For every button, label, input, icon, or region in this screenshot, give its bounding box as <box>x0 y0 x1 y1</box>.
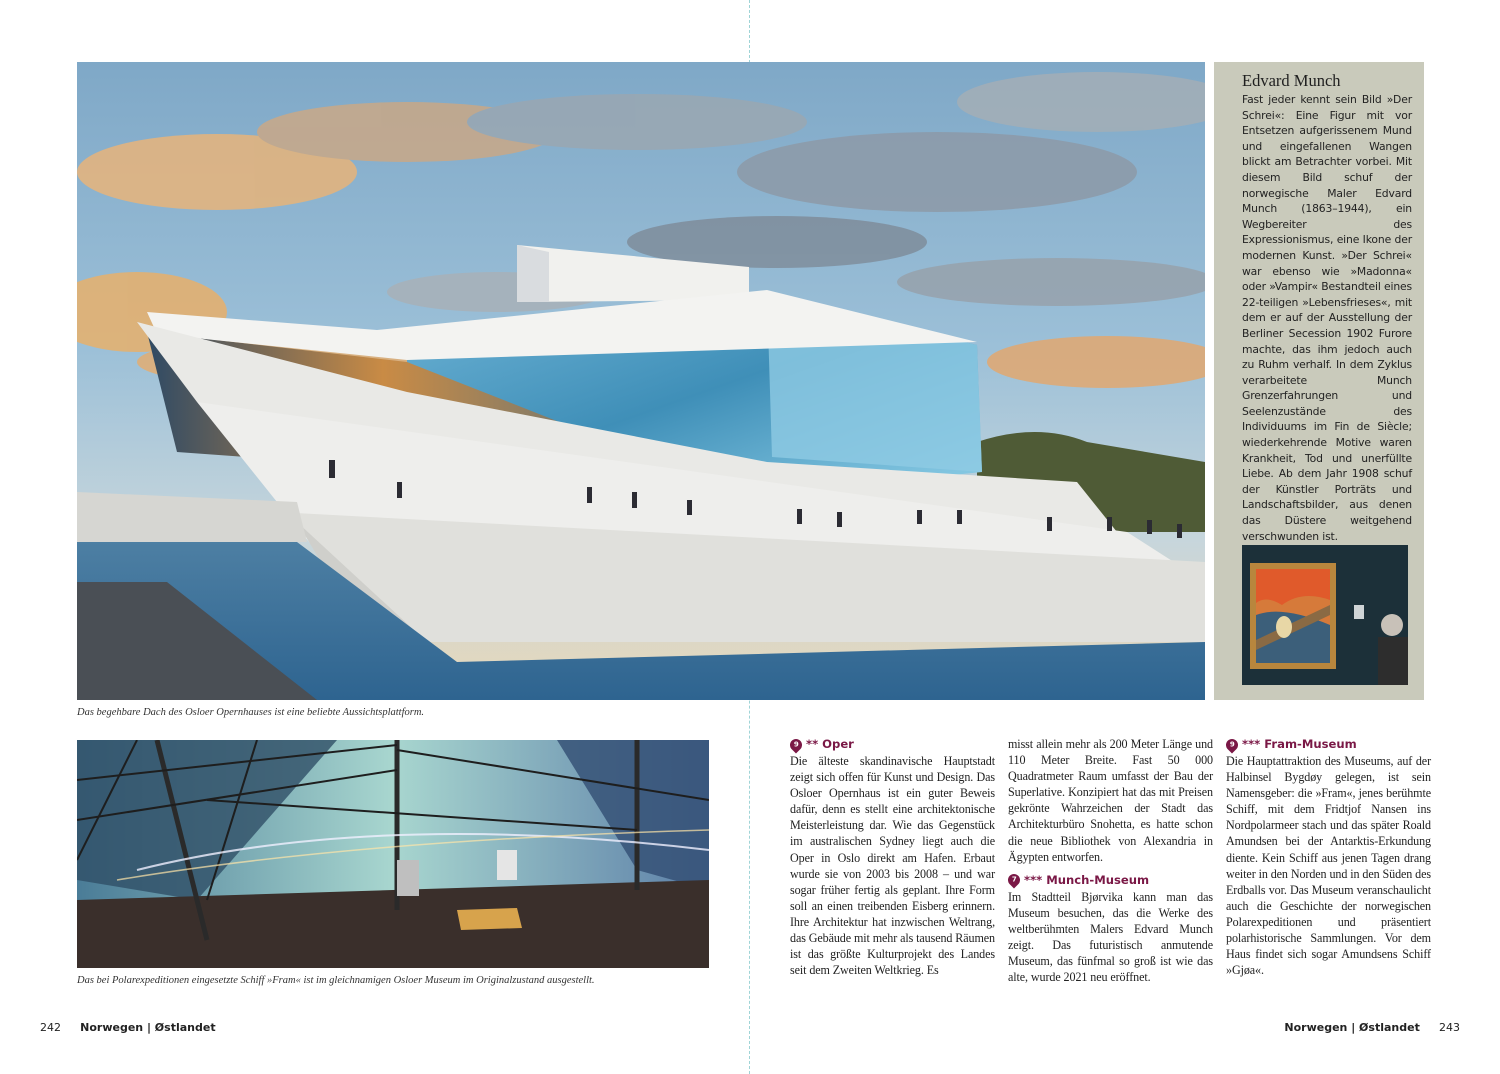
footer-section-left: Norwegen | Østlandet <box>80 1021 216 1034</box>
section-title-oper: 9 ** Oper <box>790 736 995 753</box>
fram-photo-caption: Das bei Polarexpeditionen eingesetzte Schiff »Fram« ist im gleichnamigen Osloer Museum im Originalzustand ausgestellt. <box>77 975 595 986</box>
fram-museum-text: Die Hauptattraktion des Museums, auf der Halbinsel Bygdøy gelegen, ist sein Namensgeber: die »Fram«, jenes berühmte Schiff, mit dem Fridtjof Nansen ins Nordpolarmeer stach und das später Roald Amundsen bei der Antarktis-Erkundung diente. Kein Schiff aus jenen Tagen drang weiter in den Norden und in den Süden des Erdballs vor. Das Museum veranschaulicht auch die Geschichte der norwegischen Polarexpeditionen und präsentiert polarhistorische Sammlungen. Vor dem Haus findet sich sogar Amundsens Schiff »Gjøa«. <box>1226 754 1431 978</box>
oper-text-part2: misst allein mehr als 200 Meter Länge und 110 Meter Breite. Fast 50 000 Quadratmeter Raum umfasst der Bau der Superlative. Konzipiert hat das mit Preisen gekrönte Wahrzeichen der Stadt das Architekturbüro Snohetta, es hatte schon die neue Bibliothek von Alexandria in Ägypten entworfen. <box>1008 737 1213 864</box>
scream-painting-photo <box>1242 545 1408 685</box>
oper-text-part1: Die älteste skandinavische Hauptstadt zeigt sich offen für Kunst und Design. Das Osloer Opernhaus ist ein guter Beweis dafür, denn es stellt eine architektonische Meisterleistung dar. Wie das Gegenstück im australischen Sydney liegt auch die Oper in Oslo direkt am Hafen. Erbaut wurde sie von 2003 bis 2008 – und war sogar früher fertig als geplant. Ihre Form soll an einen treibenden Eisberg erinnern. Ihre Architektur hat inzwischen Weltrang, das Gebäude mit mehr als tausend Räumen ist das größte Kulturprojekt des Landes seit dem Zweiten Weltkrieg. Es <box>790 754 995 978</box>
column-oper-2 <box>1008 736 1213 985</box>
map-pin-icon: 9 <box>788 736 805 753</box>
footer-right <box>1284 1021 1460 1034</box>
munch-museum-text: Im Stadtteil Bjørvika kann man das Museum besuchen, das die Werke des weltberühmten Malers Edvard Munch zeigt. Das futuristisch anmutende Museum, das fünfmal so groß ist wie das alte, wurde 2021 neu eröffnet. <box>1008 889 1213 985</box>
opera-photo-caption: Das begehbare Dach des Osloer Opernhauses ist eine beliebte Aussichtsplattform. <box>77 707 425 718</box>
page-number-right: 243 <box>1439 1021 1460 1034</box>
map-pin-icon: 9 <box>1224 736 1241 753</box>
sidebar-title: Edvard Munch <box>1242 71 1341 90</box>
column-oper-1 <box>790 736 995 978</box>
map-pin-icon: 7 <box>1006 872 1023 889</box>
section-title-munch-museum: 7 *** Munch-Museum <box>1008 872 1213 889</box>
fram-ship-photo <box>77 740 709 968</box>
opera-house-photo <box>77 62 1205 700</box>
footer-left <box>40 1021 216 1034</box>
sidebar-text: Fast jeder kennt sein Bild »Der Schrei«: Eine Figur mit vor Entsetzen aufgerissenem Mund und eingefallenen Wangen blickt am Betrachter vorbei. Mit diesem Bild schuf der norwegische Maler Edvard Munch (1863–1944), ein Wegbereiter des Expressionismus, eine Ikone der modernen Kunst. »Der Schrei« war ebenso wie »Madonna« oder »Vampir« Bestandteil eines 22-teiligen »Lebensfrieses«, mit dem er auf der Ausstellung der Berliner Secession 1902 Furore machte, das ihm jedoch auch zu Ruhm verhalf. In dem Zyklus verarbeitete Munch Grenzerfahrungen und Seelenzustände des Individuums im Fin de Siècle; wiederkehrende Motive waren Krankheit, Tod und unerfüllte Liebe. Ab dem Jahr 1908 schuf der Künstler Porträts und Landschaftsbilder, aus denen das Düstere weitgehend verschwunden ist. <box>1242 93 1412 543</box>
section-title-fram-museum: 9 *** Fram-Museum <box>1226 736 1431 753</box>
column-fram-museum <box>1226 736 1431 978</box>
page-number-left: 242 <box>40 1021 61 1034</box>
footer-section-right: Norwegen | Østlandet <box>1284 1021 1420 1034</box>
